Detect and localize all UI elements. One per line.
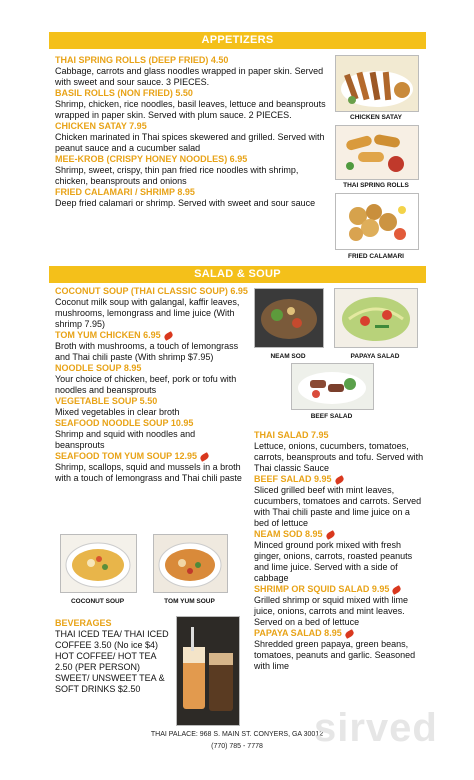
tom-yum-soup-photo (153, 534, 228, 593)
chicken-satay-photo (335, 55, 419, 112)
menu-item (55, 363, 245, 396)
footer-phone: (770) 785 - 7778 (211, 743, 263, 750)
item-desc: Cabbage, carrots and glass noodles wrapped in paper skin. Served with sweet and sour sauce. 3 PIECES. (55, 66, 324, 87)
item-desc: Lettuce, onions, cucumbers, tomatoes, carrots, beansprouts and tofu. Served with Thai classic Sauce (254, 441, 424, 473)
item-title: COCONUT SOUP (THAI CLASSIC SOUP) 6.95 (55, 286, 248, 296)
item-desc: Sliced grilled beef with mint leaves, cucumbers, tomatoes and carrots. Served with Thai chili paste and lime juice on a bed of lettuce (254, 485, 422, 528)
item-desc: Mixed vegetables in clear broth (55, 407, 180, 417)
thai-iced-tea-photo (176, 616, 240, 726)
photo-caption: NEAM SOD (270, 353, 306, 360)
menu-item (55, 154, 330, 187)
menu-item (55, 88, 330, 121)
item-desc: Coconut milk soup with galangal, kaffir leaves, mushrooms, lemongrass and lime juice (With shrimp 7.95) (55, 297, 240, 329)
item-title-text: SHRIMP OR SQUID SALAD 9.95 (254, 584, 390, 594)
neam-sod-photo (254, 288, 324, 348)
appetizers-list (55, 55, 330, 209)
menu-item (254, 529, 424, 584)
item-title-text: BEEF SALAD 9.95 (254, 474, 332, 484)
menu-item (55, 121, 330, 154)
item-title (55, 451, 245, 462)
photo-caption: TOM YUM SOUP (164, 598, 215, 605)
coconut-soup-image (61, 535, 136, 592)
footer-address: THAI PALACE: 968 S. MAIN ST. CONYERS, GA 30012 (150, 731, 324, 738)
item-title: CHICKEN SATAY 7.95 (55, 121, 147, 131)
item-desc: Shrimp, chicken, rice noodles, basil leaves, lettuce and beansprouts wrapped in paper skin. Served with plum sauce. 2 PIECES. (55, 99, 326, 120)
menu-item (254, 628, 424, 672)
item-desc: Minced ground pork mixed with fresh ginger, onions, carrots, roasted peanuts and lime juice. Served with a side of cabbage (254, 540, 413, 583)
menu-item (254, 474, 424, 529)
chili-pepper-icon (325, 530, 336, 540)
item-desc: Broth with mushrooms, a touch of lemongrass and Thai chili paste (With shrimp $7.95) (55, 341, 239, 362)
photo-caption: THAI SPRING ROLLS (343, 182, 409, 189)
item-desc: Shrimp, sweet, crispy, thin pan fried rice noodles with shrimp, chicken, beansprouts and onions (55, 165, 299, 186)
papaya-salad-photo (334, 288, 418, 348)
menu-item (254, 584, 424, 628)
chicken-satay-image (336, 56, 418, 111)
fried-calamari-image (336, 194, 418, 249)
soup-list (55, 286, 248, 484)
chili-pepper-icon (334, 475, 345, 485)
item-title (254, 474, 424, 485)
chili-pepper-icon (199, 452, 210, 462)
menu-item (55, 451, 245, 484)
fried-calamari-photo (335, 193, 419, 250)
chili-pepper-icon (344, 629, 355, 639)
beef-salad-image (292, 364, 373, 409)
item-title (254, 529, 424, 540)
item-title-text: SEAFOOD TOM YUM SOUP 12.95 (55, 451, 198, 461)
item-desc: Shredded green papaya, green beans, tomatoes, peanuts and garlic. Seasoned with lime (254, 639, 416, 671)
item-desc: Shrimp, scallops, squid and mussels in a broth with a touch of lemongrass and Thai chili paste (55, 462, 242, 483)
item-desc: Chicken marinated in Thai spices skewered and grilled. Served with peanut sauce and a cucumber salad (55, 132, 325, 153)
item-title: NOODLE SOUP 8.95 (55, 363, 142, 373)
item-title: VEGETABLE SOUP 5.50 (55, 396, 158, 406)
spring-rolls-image (336, 126, 418, 179)
menu-item (55, 396, 245, 418)
item-title: SEAFOOD NOODLE SOUP 10.95 (55, 418, 194, 428)
item-title-text: TOM YUM CHICKEN 6.95 (55, 330, 161, 340)
menu-item (55, 187, 330, 209)
appetizers-banner: APPETIZERS (49, 32, 426, 49)
papaya-salad-image (335, 289, 417, 347)
item-title (254, 628, 424, 639)
chili-pepper-icon (391, 585, 402, 595)
item-title: THAI SALAD 7.95 (254, 430, 329, 440)
photo-caption: PAPAYA SALAD (350, 353, 400, 360)
item-desc: Grilled shrimp or squid mixed with lime juice, onions, carrots and mint leaves. Served on a bed of lettuce (254, 595, 409, 627)
item-desc: Your choice of chicken, beef, pork or tofu with noodles and beansprouts (55, 374, 237, 395)
menu-item (254, 430, 424, 474)
photo-caption: COCONUT SOUP (70, 598, 125, 605)
item-title: MEE-KROB (CRISPY HONEY NOODLES) 6.95 (55, 154, 248, 164)
item-title-text: NEAM SOD 8.95 (254, 529, 323, 539)
beverages-section (55, 618, 173, 695)
menu-item (55, 418, 245, 451)
item-title-text: PAPAYA SALAD 8.95 (254, 628, 342, 638)
item-title: BASIL ROLLS (NON FRIED) 5.50 (55, 88, 193, 98)
beverages-desc: THAI ICED TEA/ THAI ICED COFFEE 3.50 (No ice $4) HOT COFFEE/ HOT TEA 2.50 (PER PERSON) SWEET/ UNSWEET TEA & SOFT DRINKS $2.50 (55, 629, 169, 694)
photo-caption: CHICKEN SATAY (350, 114, 402, 121)
neam-sod-image (255, 289, 323, 347)
photo-caption: FRIED CALAMARI (348, 253, 404, 260)
item-title (254, 584, 424, 595)
chili-pepper-icon (163, 331, 174, 341)
menu-item (55, 330, 245, 363)
menu-item (55, 286, 248, 330)
thai-iced-tea-image (177, 617, 239, 725)
beef-salad-photo (291, 363, 374, 410)
spring-rolls-photo (335, 125, 419, 180)
tom-yum-soup-image (154, 535, 227, 592)
menu-item (55, 55, 330, 88)
beverages-title: BEVERAGES (55, 618, 112, 628)
item-desc: Shrimp and squid with noodles and beansprouts (55, 429, 196, 450)
item-title (55, 330, 245, 341)
salad-list (254, 430, 424, 672)
salad-soup-banner: SALAD & SOUP (49, 266, 426, 283)
item-title: FRIED CALAMARI / SHRIMP 8.95 (55, 187, 195, 197)
photo-caption: BEEF SALAD (310, 413, 353, 420)
item-title: THAI SPRING ROLLS (DEEP FRIED) 4.50 (55, 55, 229, 65)
sirved-watermark: sirved (314, 706, 438, 750)
item-desc: Deep fried calamari or shrimp. Served with sweet and sour sauce (55, 198, 316, 208)
coconut-soup-photo (60, 534, 137, 593)
